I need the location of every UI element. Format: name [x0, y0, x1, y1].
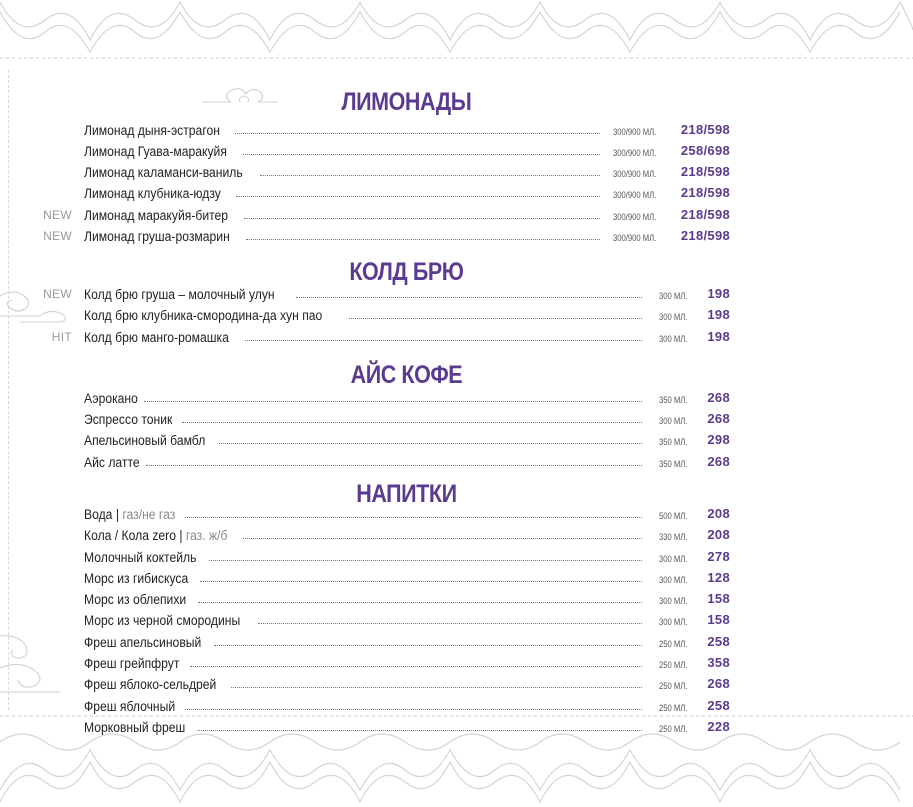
- dot-leader: [243, 537, 642, 539]
- item-name: Фреш яблоко-сельдрей: [84, 677, 217, 692]
- menu-item-row: [0, 408, 913, 429]
- item-volume: 300 МЛ.: [659, 312, 688, 322]
- item-name-line: [84, 718, 646, 735]
- dot-leader: [146, 464, 642, 466]
- menu-item-row: [0, 716, 913, 737]
- dot-leader: [258, 622, 642, 624]
- menu-item-row: [0, 140, 913, 161]
- item-name: Морс из облепихи: [84, 592, 187, 607]
- item-price: 268: [707, 454, 730, 469]
- item-volume: 250 МЛ.: [659, 681, 688, 691]
- item-name-wrap: [84, 412, 172, 427]
- item-name-line: [84, 184, 604, 201]
- item-subtitle: газ/не газ: [122, 507, 176, 522]
- menu-item-row: [0, 119, 913, 140]
- item-name-wrap: [84, 123, 220, 138]
- item-price: 198: [707, 329, 730, 344]
- item-name: Фреш апельсиновый: [84, 635, 202, 650]
- item-name-wrap: [84, 144, 227, 159]
- item-price: 198: [707, 307, 730, 322]
- item-volume: 300 МЛ.: [659, 416, 688, 426]
- item-name: Кола / Кола zero |: [84, 528, 186, 543]
- item-price: 258/698: [680, 143, 730, 158]
- item-name-line: [84, 328, 646, 345]
- dot-leader: [244, 217, 600, 219]
- item-name-line: [84, 389, 646, 406]
- item-price: 268: [707, 411, 730, 426]
- item-price: 258: [707, 634, 730, 649]
- item-name: Молочный коктейль: [84, 550, 197, 565]
- menu-item-row: [0, 652, 913, 673]
- item-price: 218/598: [680, 122, 730, 137]
- item-volume: 330 МЛ.: [659, 532, 688, 542]
- item-price: 128: [707, 570, 730, 585]
- item-name-line: [84, 526, 646, 543]
- item-name-line: [84, 453, 646, 470]
- menu-item-row: [0, 524, 913, 545]
- menu-item-row: [0, 503, 913, 524]
- item-volume: 300/900 МЛ.: [613, 127, 657, 137]
- menu-item-row: [0, 387, 913, 408]
- item-volume: 300 МЛ.: [659, 596, 688, 606]
- item-volume: 350 МЛ.: [659, 459, 688, 469]
- dot-leader: [182, 421, 642, 423]
- item-name-line: [84, 306, 646, 323]
- item-name-line: [84, 227, 604, 244]
- dot-leader: [200, 580, 642, 582]
- item-name: Эспрессо тоник: [84, 412, 173, 427]
- item-name-line: [84, 285, 646, 302]
- section-title: ЛИМОНАДЫ: [341, 88, 472, 116]
- item-volume: 500 МЛ.: [659, 511, 688, 521]
- item-badge: HIT: [51, 330, 72, 344]
- item-volume: 250 МЛ.: [659, 724, 688, 734]
- item-name-line: [84, 121, 604, 138]
- section-title: НАПИТКИ: [356, 480, 457, 508]
- item-price: 208: [707, 506, 730, 521]
- item-name: Лимонад дыня-эстрагон: [84, 123, 220, 138]
- item-price: 218/598: [680, 164, 730, 179]
- item-price: 218/598: [680, 185, 730, 200]
- dot-leader: [296, 296, 642, 298]
- item-name-line: [84, 611, 646, 628]
- dot-leader: [349, 317, 642, 319]
- dot-leader: [214, 644, 642, 646]
- dot-leader: [144, 400, 642, 402]
- menu-item-row: [0, 567, 913, 588]
- item-volume: 300/900 МЛ.: [613, 233, 657, 243]
- item-price: 298: [707, 432, 730, 447]
- item-volume: 300/900 МЛ.: [613, 212, 657, 222]
- section-title: АЙС КОФЕ: [350, 361, 463, 389]
- item-name: Апельсиновый бамбл: [84, 433, 206, 448]
- item-name-wrap: [84, 165, 243, 180]
- dot-leader: [185, 516, 642, 518]
- item-name-wrap: [84, 635, 201, 650]
- item-badge: NEW: [43, 229, 72, 243]
- dot-leader: [231, 686, 642, 688]
- dot-leader: [197, 729, 642, 731]
- item-volume: 300 МЛ.: [659, 554, 688, 564]
- menu-item-row: [0, 451, 913, 472]
- item-badge: NEW: [43, 208, 72, 222]
- item-volume: 250 МЛ.: [659, 660, 688, 670]
- item-price: 218/598: [680, 207, 730, 222]
- item-volume: 250 МЛ.: [659, 703, 688, 713]
- dot-leader: [198, 601, 642, 603]
- item-name-line: [84, 206, 604, 223]
- item-name: Колд брю груша – молочный улун: [84, 287, 275, 302]
- dot-leader: [190, 665, 642, 667]
- item-volume: 300/900 МЛ.: [613, 148, 657, 158]
- item-name-wrap: [84, 391, 138, 406]
- dot-leader: [245, 339, 642, 341]
- item-name-wrap: [84, 550, 196, 565]
- item-price: 198: [707, 286, 730, 301]
- item-name: Морс из черной смородины: [84, 613, 241, 628]
- item-name-wrap: [84, 433, 205, 448]
- item-volume: 300/900 МЛ.: [613, 169, 657, 179]
- item-name-line: [84, 142, 604, 159]
- item-name: Морковный фреш: [84, 720, 186, 735]
- item-name: Фреш грейпфрут: [84, 656, 180, 671]
- item-name-line: [84, 633, 646, 650]
- item-name-wrap: [84, 528, 227, 543]
- item-name-wrap: [84, 677, 216, 692]
- item-name: Лимонад маракуйя-битер: [84, 208, 229, 223]
- item-name-wrap: [84, 613, 240, 628]
- item-name: Лимонад груша-розмарин: [84, 229, 230, 244]
- item-name-line: [84, 675, 646, 692]
- item-name-line: [84, 431, 646, 448]
- item-name: Лимонад каламанси-ваниль: [84, 165, 243, 180]
- dot-leader: [209, 559, 642, 561]
- item-name-line: [84, 163, 604, 180]
- item-price: 268: [707, 676, 730, 691]
- item-name: Айс латте: [84, 455, 140, 470]
- dot-leader: [185, 708, 642, 710]
- item-name-wrap: [84, 330, 229, 345]
- menu-item-row: [0, 326, 913, 347]
- item-price: 258: [707, 698, 730, 713]
- item-name-wrap: [84, 720, 185, 735]
- item-name: Лимонад клубника-юдзу: [84, 186, 221, 201]
- item-name-wrap: [84, 699, 175, 714]
- item-name: Вода |: [84, 507, 123, 522]
- item-volume: 300 МЛ.: [659, 575, 688, 585]
- item-name-line: [84, 505, 646, 522]
- item-volume: 300 МЛ.: [659, 291, 688, 301]
- item-name: Аэрокано: [84, 391, 138, 406]
- menu-item-row: [0, 631, 913, 652]
- item-price: 208: [707, 527, 730, 542]
- item-name-wrap: [84, 507, 175, 522]
- dot-leader: [243, 153, 600, 155]
- menu-item-row: [0, 429, 913, 450]
- item-volume: 300 МЛ.: [659, 617, 688, 627]
- item-price: 158: [707, 612, 730, 627]
- dot-leader: [236, 195, 600, 197]
- menu-item-row: [0, 588, 913, 609]
- item-name-wrap: [84, 229, 230, 244]
- item-badge: NEW: [43, 287, 72, 301]
- menu-item-row: [0, 283, 913, 304]
- item-name-line: [84, 548, 646, 565]
- item-name-line: [84, 654, 646, 671]
- menu-item-row: [0, 304, 913, 325]
- menu-item-row: [0, 546, 913, 567]
- item-name-wrap: [84, 308, 322, 323]
- item-name: Фреш яблочный: [84, 699, 176, 714]
- item-name: Лимонад Гуава-маракуйя: [84, 144, 227, 159]
- item-price: 228: [707, 719, 730, 734]
- item-name: Колд брю клубника-смородина-да хун пао: [84, 308, 323, 323]
- item-price: 158: [707, 591, 730, 606]
- dot-leader: [260, 174, 600, 176]
- item-price: 358: [707, 655, 730, 670]
- item-name: Морс из гибискуса: [84, 571, 189, 586]
- item-name-line: [84, 590, 646, 607]
- top-ornament-border: [0, 0, 913, 62]
- item-volume: 300 МЛ.: [659, 334, 688, 344]
- item-name-line: [84, 697, 646, 714]
- item-name-wrap: [84, 208, 228, 223]
- item-name-wrap: [84, 571, 188, 586]
- menu-item-row: [0, 225, 913, 246]
- dot-leader: [246, 238, 600, 240]
- item-price: 268: [707, 390, 730, 405]
- item-subtitle: газ. ж/б: [185, 528, 228, 543]
- menu-item-row: [0, 204, 913, 225]
- dot-leader: [235, 132, 600, 134]
- item-name: Колд брю манго-ромашка: [84, 330, 229, 345]
- item-volume: 300/900 МЛ.: [613, 190, 657, 200]
- menu-item-row: [0, 673, 913, 694]
- item-name-wrap: [84, 287, 275, 302]
- item-price: 278: [707, 549, 730, 564]
- item-volume: 250 МЛ.: [659, 639, 688, 649]
- menu-item-row: [0, 161, 913, 182]
- item-name-wrap: [84, 592, 186, 607]
- menu-item-row: [0, 182, 913, 203]
- dot-leader: [219, 442, 642, 444]
- item-volume: 350 МЛ.: [659, 437, 688, 447]
- item-name-wrap: [84, 455, 140, 470]
- menu-item-row: [0, 695, 913, 716]
- menu-item-row: [0, 609, 913, 630]
- item-name-wrap: [84, 656, 179, 671]
- item-name-line: [84, 569, 646, 586]
- section-title: КОЛД БРЮ: [349, 258, 464, 286]
- item-name-wrap: [84, 186, 221, 201]
- item-price: 218/598: [680, 228, 730, 243]
- item-name-line: [84, 410, 646, 427]
- item-volume: 350 МЛ.: [659, 395, 688, 405]
